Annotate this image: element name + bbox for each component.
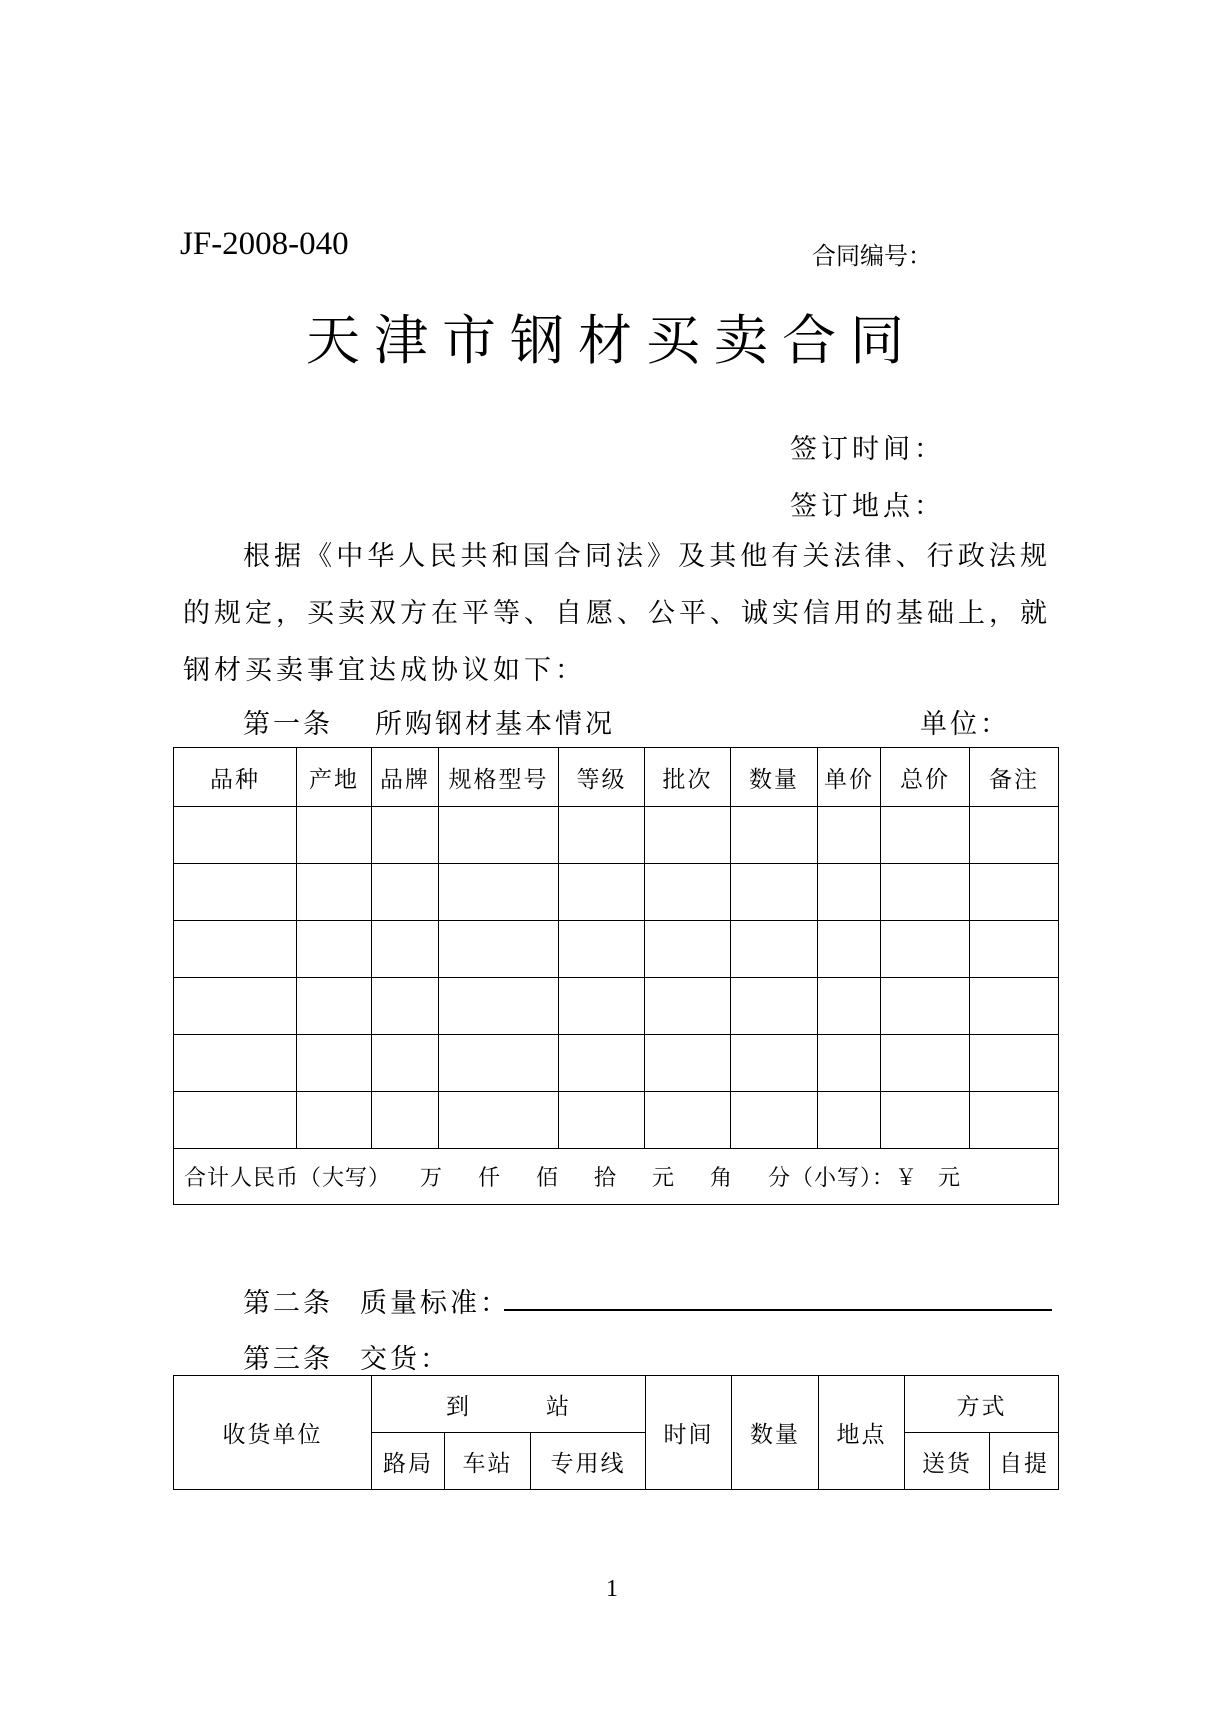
goods-cell[interactable] — [818, 807, 881, 864]
goods-cell[interactable] — [174, 921, 297, 978]
header-remarks: 备注 — [970, 748, 1059, 807]
delivery-header: 送货 — [905, 1433, 990, 1490]
goods-row — [174, 978, 1059, 1035]
total-cell[interactable] — [174, 1149, 1059, 1205]
goods-cell[interactable] — [881, 978, 970, 1035]
unit-bai: 佰 — [536, 1166, 560, 1191]
contract-number-label: 合同编号： — [812, 242, 932, 270]
goods-cell[interactable] — [439, 1092, 559, 1149]
article1-title: 所购钢材基本情况 — [375, 709, 615, 740]
article2-title: 质量标准： — [360, 1288, 510, 1319]
station-header: 车站 — [445, 1433, 531, 1490]
goods-cell[interactable] — [174, 864, 297, 921]
goods-cell[interactable] — [174, 1035, 297, 1092]
total-label: 合计人民币（大写） — [184, 1166, 392, 1191]
goods-cell[interactable] — [731, 1092, 818, 1149]
signing-time-label: 签订时间： — [790, 434, 945, 465]
goods-row — [174, 1092, 1059, 1149]
header-grade: 等级 — [559, 748, 645, 807]
goods-cell[interactable] — [818, 921, 881, 978]
goods-cell[interactable] — [439, 978, 559, 1035]
goods-cell[interactable] — [297, 864, 372, 921]
goods-cell[interactable] — [372, 1092, 439, 1149]
delivery-table — [173, 1375, 1059, 1490]
goods-cell[interactable] — [970, 978, 1059, 1035]
goods-cell[interactable] — [731, 921, 818, 978]
unit-wan: 万 — [420, 1166, 444, 1191]
goods-cell[interactable] — [731, 1035, 818, 1092]
unit-jiao: 角 — [710, 1166, 734, 1191]
goods-cell[interactable] — [970, 921, 1059, 978]
goods-cell[interactable] — [372, 1035, 439, 1092]
goods-cell[interactable] — [881, 807, 970, 864]
article1-number: 第一条 — [243, 709, 333, 740]
goods-cell[interactable] — [818, 1035, 881, 1092]
goods-cell[interactable] — [970, 1035, 1059, 1092]
goods-cell[interactable] — [645, 1092, 731, 1149]
page-title: 天津市钢材买卖合同 — [306, 309, 918, 372]
goods-cell[interactable] — [559, 807, 645, 864]
header-brand: 品牌 — [372, 748, 439, 807]
goods-cell[interactable] — [174, 807, 297, 864]
goods-cell[interactable] — [645, 864, 731, 921]
goods-cell[interactable] — [645, 1035, 731, 1092]
goods-cell[interactable] — [297, 921, 372, 978]
arrival-station-header: 到 站 — [372, 1376, 646, 1433]
goods-cell[interactable] — [645, 978, 731, 1035]
receiver-header: 收货单位 — [174, 1376, 372, 1490]
private-line-header: 专用线 — [531, 1433, 646, 1490]
goods-row — [174, 807, 1059, 864]
total-row — [174, 1149, 1059, 1205]
goods-cell[interactable] — [372, 978, 439, 1035]
method-header: 方式 — [905, 1376, 1059, 1433]
header-variety: 品种 — [174, 748, 297, 807]
goods-cell[interactable] — [559, 864, 645, 921]
unit-shi: 拾 — [594, 1166, 618, 1191]
unit-yuan: 元 — [652, 1166, 676, 1191]
article3-number: 第三条 — [243, 1344, 333, 1375]
header-unit-price: 单价 — [818, 748, 881, 807]
goods-cell[interactable] — [559, 978, 645, 1035]
goods-cell[interactable] — [372, 921, 439, 978]
goods-row — [174, 1035, 1059, 1092]
goods-cell[interactable] — [439, 807, 559, 864]
goods-cell[interactable] — [174, 1092, 297, 1149]
unit-yuan-end: 元 — [938, 1166, 962, 1191]
article3-title: 交货： — [360, 1344, 450, 1375]
unit-qian: 仟 — [478, 1166, 502, 1191]
signing-place-label: 签订地点： — [790, 491, 945, 522]
header-quantity: 数量 — [731, 748, 818, 807]
goods-cell[interactable] — [439, 1035, 559, 1092]
fen-lowercase-label: 分（小写）：￥ — [768, 1166, 919, 1191]
header-total-price: 总价 — [881, 748, 970, 807]
goods-table — [173, 747, 1059, 1205]
self-pickup-header: 自提 — [990, 1433, 1059, 1490]
place-header: 地点 — [819, 1376, 905, 1490]
goods-cell[interactable] — [970, 1092, 1059, 1149]
goods-cell[interactable] — [818, 864, 881, 921]
unit-label: 单位： — [920, 709, 1010, 740]
goods-cell[interactable] — [731, 978, 818, 1035]
preamble-paragraph: 根据《中华人民共和国合同法》及其他有关法律、行政法规的规定，买卖双方在平等、自愿、公平、诚实信用的基础上，就钢材买卖事宜达成协议如下： — [183, 541, 1051, 686]
goods-cell[interactable] — [559, 921, 645, 978]
goods-cell[interactable] — [818, 978, 881, 1035]
goods-cell[interactable] — [559, 1092, 645, 1149]
document-code: JF-2008-040 — [180, 226, 349, 262]
header-batch: 批次 — [645, 748, 731, 807]
goods-cell[interactable] — [439, 864, 559, 921]
railway-bureau-header: 路局 — [372, 1433, 445, 1490]
header-origin: 产地 — [297, 748, 372, 807]
goods-table-header — [174, 748, 1059, 807]
goods-cell[interactable] — [881, 1092, 970, 1149]
goods-cell[interactable] — [881, 1035, 970, 1092]
goods-row — [174, 921, 1059, 978]
quality-standard-line[interactable] — [504, 1309, 1052, 1311]
goods-cell[interactable] — [970, 807, 1059, 864]
goods-cell[interactable] — [174, 978, 297, 1035]
goods-cell[interactable] — [372, 807, 439, 864]
goods-cell[interactable] — [297, 1092, 372, 1149]
goods-cell[interactable] — [881, 921, 970, 978]
time-header: 时间 — [646, 1376, 732, 1490]
goods-cell[interactable] — [297, 1035, 372, 1092]
goods-row — [174, 864, 1059, 921]
goods-cell[interactable] — [559, 1035, 645, 1092]
goods-cell[interactable] — [970, 864, 1059, 921]
goods-cell[interactable] — [818, 1092, 881, 1149]
goods-cell[interactable] — [731, 864, 818, 921]
quantity-header: 数量 — [732, 1376, 819, 1490]
page-number: 1 — [606, 1576, 618, 1602]
goods-cell[interactable] — [372, 864, 439, 921]
goods-cell[interactable] — [439, 921, 559, 978]
header-spec-model: 规格型号 — [439, 748, 559, 807]
article2-number: 第二条 — [243, 1288, 333, 1319]
goods-cell[interactable] — [645, 921, 731, 978]
goods-cell[interactable] — [297, 807, 372, 864]
goods-cell[interactable] — [731, 807, 818, 864]
goods-cell[interactable] — [881, 864, 970, 921]
goods-cell[interactable] — [297, 978, 372, 1035]
goods-cell[interactable] — [645, 807, 731, 864]
